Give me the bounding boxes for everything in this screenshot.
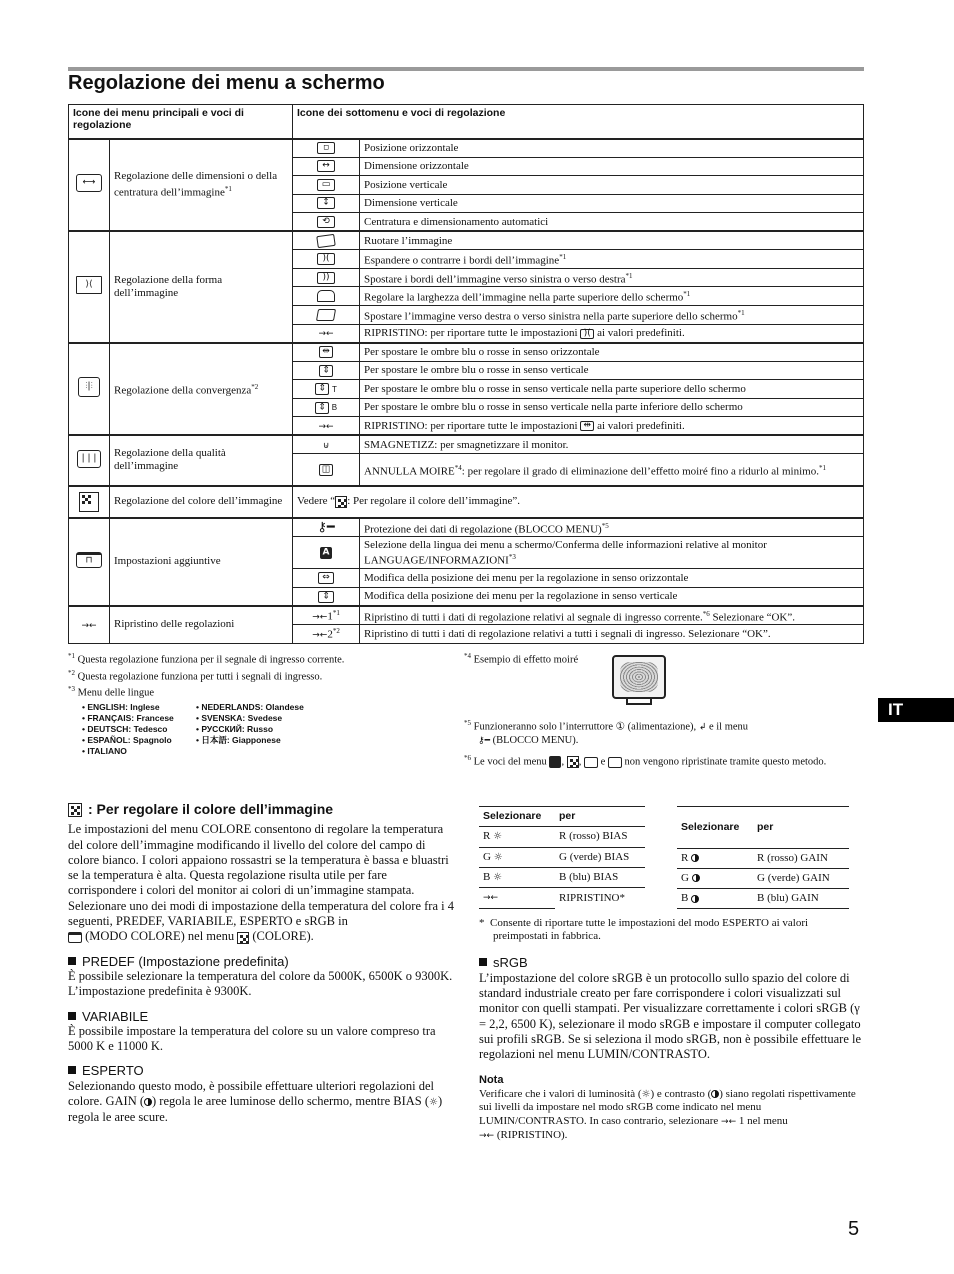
item-text: Centratura e dimensionamento automatici bbox=[364, 215, 549, 228]
return-icon: ↲ bbox=[698, 722, 707, 732]
geometry-icon: ⟩⟨ bbox=[76, 276, 102, 294]
language-icon bbox=[549, 756, 561, 768]
table-row bbox=[69, 435, 864, 454]
item-text: ANNULLA MOIRE bbox=[364, 465, 455, 478]
item-text: Per spostare le ombre blu o rosse in senso orizzontale bbox=[364, 346, 600, 359]
color-icon bbox=[335, 496, 347, 508]
bottom-convergence-icon: ⇕ bbox=[315, 402, 329, 414]
footnote-mark: *6 bbox=[702, 609, 710, 618]
pincushion-icon: )( bbox=[317, 253, 335, 265]
reset-number: 1 bbox=[327, 610, 333, 623]
menu-v-position-icon bbox=[608, 757, 622, 768]
item-text: Selezione della lingua dei menu a schermo/Conferma delle informazioni relative al monitor LANGUAGE/INFORMAZIONI bbox=[364, 538, 767, 567]
list-item: • РУССКИЙ: Russo bbox=[196, 723, 274, 734]
table-row: R R (rosso) GAIN bbox=[677, 848, 849, 868]
reset-icon: →← bbox=[312, 631, 328, 642]
item-text: Protezione dei dati di regolazione (BLOCCO MENU) bbox=[364, 523, 602, 536]
pin-balance-icon: )) bbox=[317, 272, 335, 284]
v-position-icon: ▭ bbox=[317, 179, 335, 191]
table-row bbox=[69, 518, 864, 537]
reset-icon: →← bbox=[81, 620, 97, 631]
item-text: Espandere o contrarre i bordi dell’immagine bbox=[364, 254, 560, 267]
table-row: G G (verde) GAIN bbox=[677, 868, 849, 888]
page-number: 5 bbox=[848, 1218, 860, 1240]
reset-note: * Consente di riportare tutte le impostazioni del modo ESPERTO ai valori preimpostati in fabbrica. bbox=[479, 917, 809, 943]
reset-number: 2 bbox=[327, 629, 333, 642]
bias-table: Selezionare per R ☼ R (rosso) BIAS G ☼ G (verde) BIAS B ☼ B (blu) BIAS →← RIPRISTINO* bbox=[479, 806, 645, 909]
size-center-icon: ⟷ bbox=[76, 174, 102, 192]
moire-example-illustration bbox=[612, 655, 666, 707]
item-text: Ruotare l’immagine bbox=[364, 234, 453, 247]
item-text: Posizione verticale bbox=[364, 178, 448, 191]
reset-icon: →← bbox=[318, 421, 334, 432]
v-size-icon: ↕ bbox=[317, 197, 335, 209]
footnote-mark: *1 bbox=[625, 271, 633, 280]
item-text: Per spostare le ombre blu o rosse in senso verticale bbox=[364, 364, 589, 377]
table-row bbox=[69, 139, 864, 158]
footnote-6: $^{*6}$ Le voci del menu , , e non vengono ripristinate tramite questo metodo. bbox=[464, 754, 827, 768]
list-item: • ENGLISH: Inglese bbox=[82, 701, 160, 712]
contrast-icon bbox=[692, 874, 700, 882]
esperto-text: Selezionando questo modo, è possibile effettuare ulteriori regolazioni del colore. GAIN ( ) regola le aree luminose dello schermo, mentre BIAS (☼) regola le aree scure. bbox=[68, 1078, 443, 1125]
item-text-2: : per regolare il grado di eliminazione dell’effetto moiré fino a ridurlo al minimo. bbox=[461, 465, 819, 478]
nota-text: Verificare che i valori di luminosità (☼) e contrasto ( ) siano regolati rispettivamente sui livelli da impostare nel modo sRGB come indicato nel menu LUMIN/CONTRASTO. In caso contrario, selezionare →← 1 nel menu →← (RIPRISTINO). bbox=[479, 1087, 856, 1142]
convergence-icon: ⇹ bbox=[580, 421, 594, 431]
group-label: Impostazioni aggiuntive bbox=[114, 555, 221, 568]
item-text-2: ai valori predefiniti. bbox=[597, 327, 685, 340]
item-text: Spostare l’immagine verso destra o verso sinistra nella parte superiore dello schermo bbox=[364, 310, 738, 323]
menu-h-position-icon: ⇔ bbox=[318, 572, 334, 584]
auto-size-icon: ⟲ bbox=[317, 216, 335, 228]
list-item: • NEDERLANDS: Olandese bbox=[196, 701, 304, 712]
key-icon: ⚷━ bbox=[478, 736, 491, 746]
footnote-mark: *1 bbox=[818, 463, 826, 472]
reset-icon: →← bbox=[318, 329, 334, 340]
item-text: Regolare la larghezza dell’immagine nella parte superiore dello schermo bbox=[364, 291, 684, 304]
srgb-text: L’impostazione del colore sRGB è un protocollo sullo spazio del colore di standard industriale creato per fare corrispondere i colori visualizzati sul monitor con quelli stampati. Per visualizzare correttamente i colori sRGB (γ = 2,2, 6500 K), selezionare il modo sRGB e impostare il computer collegato sui profili sRGB. Se si seleziona il modo sRGB, non è possibile effettuare le regolazioni nel menu LUMIN/CONTRASTO. bbox=[479, 970, 862, 1062]
variabile-heading: VARIABILE bbox=[68, 1009, 456, 1024]
top-convergence-icon: ⇕ bbox=[315, 383, 329, 395]
language-tab: IT bbox=[878, 698, 954, 722]
title-rule bbox=[68, 67, 864, 71]
brightness-icon: ☼ bbox=[493, 871, 503, 883]
color-section-heading: : Per regolare il colore dell’immagine bbox=[68, 802, 456, 817]
screen-quality-icon: | | | bbox=[77, 450, 101, 468]
group-label: Regolazione della forma dell’immagine bbox=[114, 273, 223, 299]
footnote-mark: *1 bbox=[559, 253, 567, 261]
see-text-2: : Per regolare il colore dell’immagine”. bbox=[347, 495, 521, 508]
footnote-mark: *1 bbox=[224, 184, 232, 193]
geometry-icon: )( bbox=[580, 329, 594, 339]
key-icon: ⚷━ bbox=[317, 519, 335, 535]
srgb-heading: sRGB bbox=[479, 955, 864, 970]
list-item: • DEUTSCH: Tedesco bbox=[82, 723, 168, 734]
brightness-icon: ☼ bbox=[641, 1088, 651, 1100]
table-row bbox=[69, 486, 864, 518]
item-text-2: ai valori predefiniti. bbox=[597, 419, 685, 432]
predef-text: È possibile selezionare la temperatura del colore da 5000K, 6500K o 9300K. L’impostazione predefinita è 9300K. bbox=[68, 968, 453, 999]
footnote-mark: *3 bbox=[508, 552, 516, 561]
item-text: Per spostare le ombre blu o rosse in senso verticale nella parte inferiore dello schermo bbox=[364, 401, 743, 414]
language-list bbox=[82, 702, 458, 757]
reset-icon: →← bbox=[479, 1131, 495, 1142]
language-icon: A bbox=[320, 547, 332, 559]
color-icon bbox=[79, 492, 99, 512]
color-mode-icon bbox=[68, 932, 82, 943]
see-text: Vedere “ bbox=[297, 495, 336, 508]
item-text: Ripristino di tutti i dati di regolazione relativi a tutti i segnali di ingresso. Selezionare “OK”. bbox=[364, 628, 771, 641]
item-text: Modifica della posizione dei menu per la regolazione in senso verticale bbox=[364, 590, 678, 603]
menu-table bbox=[68, 104, 864, 644]
contrast-icon bbox=[144, 1098, 152, 1106]
h-convergence-icon: ⇹ bbox=[319, 346, 333, 358]
brightness-icon: ☼ bbox=[429, 1097, 438, 1109]
color-icon bbox=[237, 932, 249, 944]
table-row: R ☼ R (rosso) BIAS bbox=[479, 827, 645, 847]
variabile-text: È possibile impostare la temperatura del colore su un valore compreso tra 5000 K e 11000 K. bbox=[68, 1023, 436, 1054]
menu-v-position-icon: ⇕ bbox=[318, 591, 334, 603]
item-text-2: Selezionare “OK”. bbox=[709, 611, 796, 624]
footnote-5: $^{*5}$ Funzioneranno solo l’interruttore ① (alimentazione), ↲ e il menu ⚷━ (BLOCCO MENU). bbox=[464, 718, 749, 746]
brightness-icon: ☼ bbox=[493, 851, 503, 863]
table-row bbox=[69, 606, 864, 625]
color-section bbox=[68, 802, 456, 1126]
moire-icon: ◫ bbox=[319, 464, 333, 476]
list-item: • ITALIANO bbox=[82, 745, 127, 756]
list-item: • FRANÇAIS: Francese bbox=[82, 712, 174, 723]
degauss-icon: ⊍ bbox=[322, 440, 330, 451]
color-tables-section bbox=[479, 806, 864, 1144]
footnotes-left bbox=[68, 650, 458, 757]
color-select-text: Selezionare uno dei modi di impostazione della temperatura del colore fra i 4 seguenti, PREDEF, VARIABILE, ESPERTO e sRGB in (MODO COLORE) nel menu (COLORE). bbox=[68, 898, 454, 944]
brightness-icon: ☼ bbox=[493, 831, 503, 843]
item-text: Posizione orizzontale bbox=[364, 142, 459, 154]
group-label: Regolazione del colore dell’immagine bbox=[114, 495, 283, 508]
footnote-1: $^{*1}$ Questa regolazione funziona per il segnale di ingresso corrente. bbox=[68, 652, 345, 666]
option-icon: ⊓ bbox=[76, 552, 102, 568]
convergence-suffix: B bbox=[331, 403, 338, 413]
list-item: • 日本語: Giapponese bbox=[196, 734, 281, 745]
page-title: Regolazione dei menu a schermo bbox=[68, 72, 385, 94]
footnote-mark: *1 bbox=[332, 608, 340, 617]
list-item bbox=[196, 746, 346, 757]
v-convergence-icon: ⇕ bbox=[319, 365, 333, 377]
convergence-icon: ⫶|⫶ bbox=[78, 377, 100, 397]
list-item: • SVENSKA: Svedese bbox=[196, 712, 283, 723]
table-row: G ☼ G (verde) BIAS bbox=[479, 847, 645, 867]
gain-table: Selezionare per R R (rosso) GAIN G G (verde) GAIN B B (blu) GAIN bbox=[677, 806, 849, 909]
color-intro: Le impostazioni del menu COLORE consentono di regolare la temperatura del colore dell’immagine modificando il livello del colore del campo di colore bianco. I colori appaiono rossastri se la temperatura è bassa e bluastri se la temperatura è alta. Questa regolazione risulta utile per fare corrispondere i colori del monitor ai colori di un’immagine stampata. bbox=[68, 822, 449, 898]
footnote-mark: *2 bbox=[251, 382, 259, 391]
footnote-mark: *4 bbox=[454, 463, 462, 472]
col1-header: Icone dei menu principali e voci di regolazione bbox=[69, 105, 293, 139]
footnote-mark: *2 bbox=[332, 627, 340, 636]
key-balance-icon bbox=[316, 309, 336, 321]
item-text: Dimensione orizzontale bbox=[364, 160, 469, 173]
group-label: Regolazione della convergenza bbox=[114, 384, 252, 397]
footnote-mark: *1 bbox=[683, 290, 691, 299]
rotation-icon bbox=[316, 234, 335, 248]
nota-heading: Nota bbox=[479, 1073, 504, 1086]
reset-icon: →← bbox=[721, 1116, 737, 1127]
table-row: B B (blu) GAIN bbox=[677, 889, 849, 909]
h-position-icon: ▫ bbox=[317, 142, 335, 154]
item-text: Dimensione verticale bbox=[364, 197, 458, 210]
esperto-heading: ESPERTO bbox=[68, 1063, 456, 1078]
list-item: • ESPAÑOL: Spagnolo bbox=[82, 734, 172, 745]
menu-h-position-icon bbox=[584, 757, 598, 768]
convergence-suffix: T bbox=[331, 384, 337, 394]
group-label: Regolazione della qualità dell’immagine bbox=[114, 447, 226, 473]
item-text: Modifica della posizione dei menu per la regolazione in senso orizzontale bbox=[364, 572, 689, 585]
color-icon bbox=[567, 756, 579, 768]
group-label: Regolazione delle dimensioni o della centratura dell’immagine bbox=[114, 169, 278, 199]
item-text: RIPRISTINO: per riportare tutte le impostazioni bbox=[364, 327, 578, 340]
color-icon bbox=[68, 803, 82, 817]
item-text: Per spostare le ombre blu o rosse in senso verticale nella parte superiore dello schermo bbox=[364, 382, 746, 395]
table-row: B ☼ B (blu) BIAS bbox=[479, 867, 645, 887]
footnote-2: $^{*2}$ Questa regolazione funziona per tutti i segnali di ingresso. bbox=[68, 668, 323, 682]
contrast-icon bbox=[691, 895, 699, 903]
footnote-3: $^{*3}$ Menu delle lingue bbox=[68, 685, 155, 699]
table-row bbox=[69, 231, 864, 250]
reset-icon: →← bbox=[483, 893, 499, 904]
item-text: Ripristino di tutti i dati di regolazione relativi al segnale di ingresso corrente. bbox=[364, 611, 703, 624]
item-text: RIPRISTINO: per riportare tutte le impostazioni bbox=[364, 419, 578, 432]
table-row: →← RIPRISTINO* bbox=[479, 888, 645, 909]
footnote-mark: *5 bbox=[601, 521, 609, 530]
h-size-icon: ↔ bbox=[317, 160, 335, 172]
predef-heading: PREDEF (Impostazione predefinita) bbox=[68, 954, 456, 969]
footnote-mark: *1 bbox=[737, 308, 745, 317]
reset-icon: →← bbox=[312, 612, 328, 623]
item-text: SMAGNETIZZ: per smagnetizzare il monitor. bbox=[364, 438, 569, 451]
item-text: Spostare i bordi dell’immagine verso sinistra o verso destra bbox=[364, 273, 626, 286]
table-row bbox=[69, 343, 864, 362]
contrast-icon bbox=[691, 854, 699, 862]
footnote-4: $^{*4}$ Esempio di effetto moiré bbox=[464, 652, 579, 666]
group-label: Ripristino delle regolazioni bbox=[114, 618, 235, 631]
keystone-icon bbox=[317, 290, 335, 302]
col2-header: Icone dei sottomenu e voci di regolazione bbox=[293, 105, 864, 139]
